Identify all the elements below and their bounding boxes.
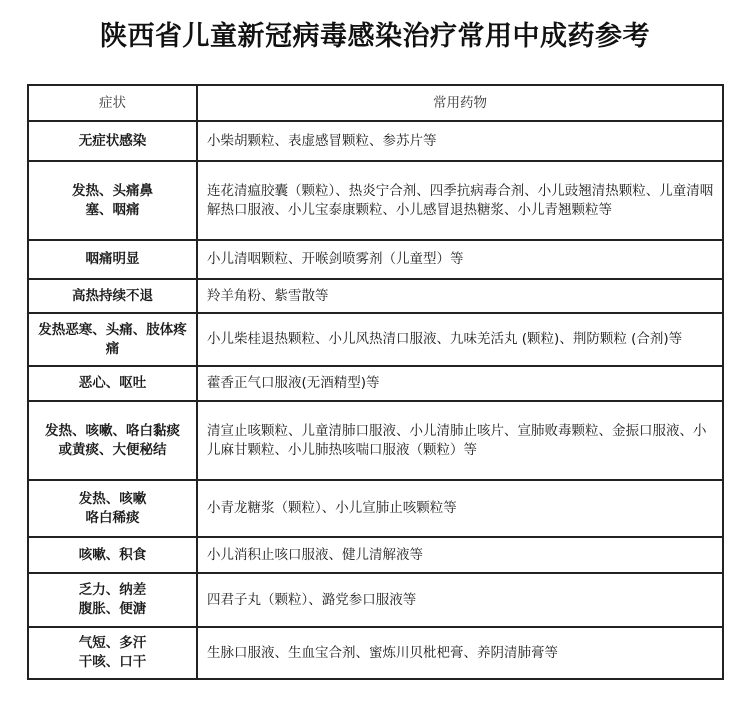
symptom-cell <box>28 121 197 161</box>
table-row <box>28 401 723 480</box>
table-row <box>28 366 723 401</box>
medicine-cell: 小儿清咽颗粒、开喉剑喷雾剂（儿童型）等 <box>197 240 723 279</box>
medicine-cell: 小青龙糖浆（颗粒）、小儿宣肺止咳颗粒等 <box>197 480 723 537</box>
symptom-cell <box>28 240 197 279</box>
table-row <box>28 480 723 537</box>
table-row <box>28 161 723 240</box>
medicine-cell: 四君子丸（颗粒）、潞党参口服液等 <box>197 573 723 627</box>
medicine-cell: 小儿消积止咳口服液、健儿清解液等 <box>197 537 723 573</box>
symptom-text: 无症状感染 <box>78 132 147 149</box>
medicine-cell: 生脉口服液、生血宝合剂、蜜炼川贝枇杷膏、养阴清肺膏等 <box>197 627 723 679</box>
medicine-cell: 小儿柴桂退热颗粒、小儿风热清口服液、九味羌活丸 (颗粒)、荆防颗粒 (合剂)等 <box>197 313 723 366</box>
symptom-text: 乏力、纳差腹胀、便溏 <box>78 582 147 617</box>
header-medicine: 常用药物 <box>197 85 723 121</box>
medicine-cell: 藿香正气口服液(无酒精型)等 <box>197 366 723 401</box>
symptom-text: 咽痛明显 <box>85 251 140 267</box>
symptom-cell <box>28 537 197 573</box>
page-title: 陕西省儿童新冠病毒感染治疗常用中成药参考 <box>100 21 650 52</box>
medicine-cell: 连花清瘟胶囊（颗粒）、热炎宁合剂、四季抗病毒合剂、小儿豉翘清热颗粒、儿童清咽解热口服液、小儿宝泰康颗粒、小儿感冒退热糖浆、小儿青翘颗粒等 <box>197 161 723 240</box>
medicine-cell: 小柴胡颗粒、表虚感冒颗粒、参苏片等 <box>197 121 723 161</box>
symptom-cell <box>28 573 197 627</box>
symptom-cell <box>28 480 197 537</box>
medicine-reference-table <box>27 84 724 680</box>
symptom-text: 高热持续不退 <box>72 287 153 304</box>
symptom-text: 气短、多汗干咳、口干 <box>78 635 147 670</box>
table-header-row <box>28 85 723 121</box>
symptom-text: 发热、头痛鼻塞、咽痛 <box>72 182 153 218</box>
table-row <box>28 313 723 366</box>
symptom-cell <box>28 627 197 679</box>
symptom-text: 发热、咳嗽咯白稀痰 <box>78 490 147 526</box>
symptom-text: 发热、咳嗽、咯白黏痰或黄痰、大便秘结 <box>45 422 180 458</box>
medicine-cell: 清宣止咳颗粒、儿童清肺口服液、小儿清肺止咳片、宣肺败毒颗粒、金振口服液、小儿麻甘颗粒、小儿肺热咳喘口服液（颗粒）等 <box>197 401 723 480</box>
symptom-cell <box>28 401 197 480</box>
symptom-cell <box>28 366 197 401</box>
table-row <box>28 240 723 279</box>
symptom-cell <box>28 161 197 240</box>
symptom-text: 发热恶寒、头痛、肢体疼痛 <box>38 321 187 357</box>
symptom-cell <box>28 313 197 366</box>
table-row <box>28 121 723 161</box>
header-symptom: 症状 <box>28 85 197 121</box>
symptom-cell <box>28 279 197 313</box>
table-row <box>28 537 723 573</box>
medicine-cell: 羚羊角粉、紫雪散等 <box>197 279 723 313</box>
table-row <box>28 279 723 313</box>
table-row <box>28 627 723 679</box>
symptom-text: 咳嗽、积食 <box>78 546 147 563</box>
table-row <box>28 573 723 627</box>
symptom-text: 恶心、呕吐 <box>78 375 147 391</box>
